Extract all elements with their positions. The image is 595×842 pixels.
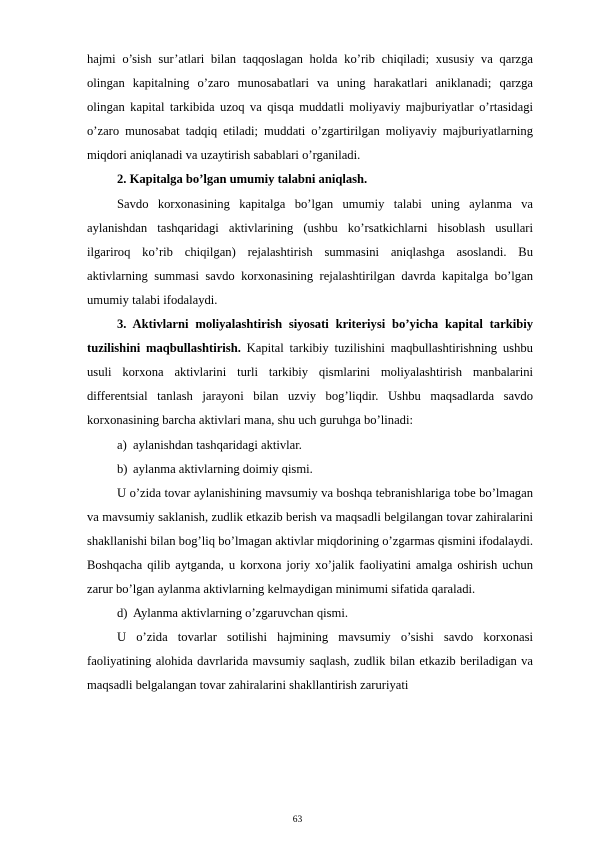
page-number: 63: [292, 815, 303, 825]
paragraph-continuation: hajmi o’sish sur’atlari bilan taqqoslagan holda ko’rib chiqiladi; xususiy va qarzga olingan kapitalning o’zaro munosabatlari va uning harakatlari aniklanadi; qarzga olingan kapital tarkibida uzoq va qisqa muddatli moliyaviy majburiyatlar o’rtasidagi o’zaro munosabat tadqiq etiladi; muddati o’zgartirilgan moliyaviy majburiyatlarning miqdori aniqlanadi va uzaytirish sabablari o’rganiladi.: [87, 52, 533, 163]
list-marker-a: a): [117, 437, 127, 452]
section-heading-2: 2. Kapitalga bo’lgan umumiy talabni aniqlash.: [117, 172, 368, 187]
list-text-d: Aylanma aktivlarning o’zgaruvchan qismi.: [133, 606, 348, 621]
list-marker-b: b): [117, 461, 128, 476]
paragraph-section-3: [87, 312, 533, 432]
page-content: [87, 47, 533, 698]
paragraph-variable-part: U o’zida tovarlar sotilishi hajmining mavsumiy o’sishi savdo korxonasi faoliyatining alohida davrlarida mavsumiy saqlash, zudlik bilan etkazib beriladigan va maqsadli belgalangan tovar zahiralarini shakllantirish zaruriyati: [87, 630, 533, 693]
list-marker-d: d): [117, 606, 128, 621]
list-text-b: aylanma aktivlarning doimiy qismi.: [133, 461, 313, 476]
list-item-d: [87, 601, 533, 625]
list-item-a: [87, 433, 533, 457]
list-text-a: aylanishdan tashqaridagi aktivlar.: [133, 437, 302, 452]
paragraph-capital-demand: Savdo korxonasining kapitalga bo’lgan umumiy talabi uning aylanma va aylanishdan tashqaridagi aktivlarining (ushbu ko’rsatkichlarni hisoblash usullari ilgariroq ko’rib chiqilgan) rejalashtirish summasini aniqlashga asoslandi. Bu aktivlarning summasi savdo korxonasining rejalashtirilgan davrda kapitalga bo’lgan umumiy talabi ifodalaydi.: [87, 196, 533, 307]
section-heading-3: 3. Aktivlarni moliyalashtirish siyosati kriteriysi bo’yicha kapital tarkibiy tuzilishini maqbullashtirish.: [87, 317, 533, 356]
list-item-b: [87, 457, 533, 481]
section-3-text: Kapital tarkibiy tuzilishini maqbullashtirishning ushbu usuli korxona aktivlarini turli tarkibiy qismlarini moliyalashtirish manbalarini differentsial tanlash jarayoni bilan uzviy bog’liqdir. Ushbu maqsadlarda savdo korxonasining barcha aktivlari mana, shu uch guruhga bo’linadi:: [87, 341, 533, 428]
paragraph-constant-part: U o’zida tovar aylanishining mavsumiy va boshqa tebranishlariga tobe bo’lmagan va mavsumiy saklanish, zudlik etkazib berish va maqsadli belgilangan tovar zahiralarini shakllanishi bilan bog’liq bo’lmagan aktivlar miqdorining o’zgarmas qismini ifodalaydi. Boshqacha qilib aytganda, u korxona joriy xo’jalik faoliyatini amalga oshirish uchun zarur bo’lgan aylanma aktivlarning kelmaydigan minimumi sifatida qaraladi.: [87, 485, 533, 597]
